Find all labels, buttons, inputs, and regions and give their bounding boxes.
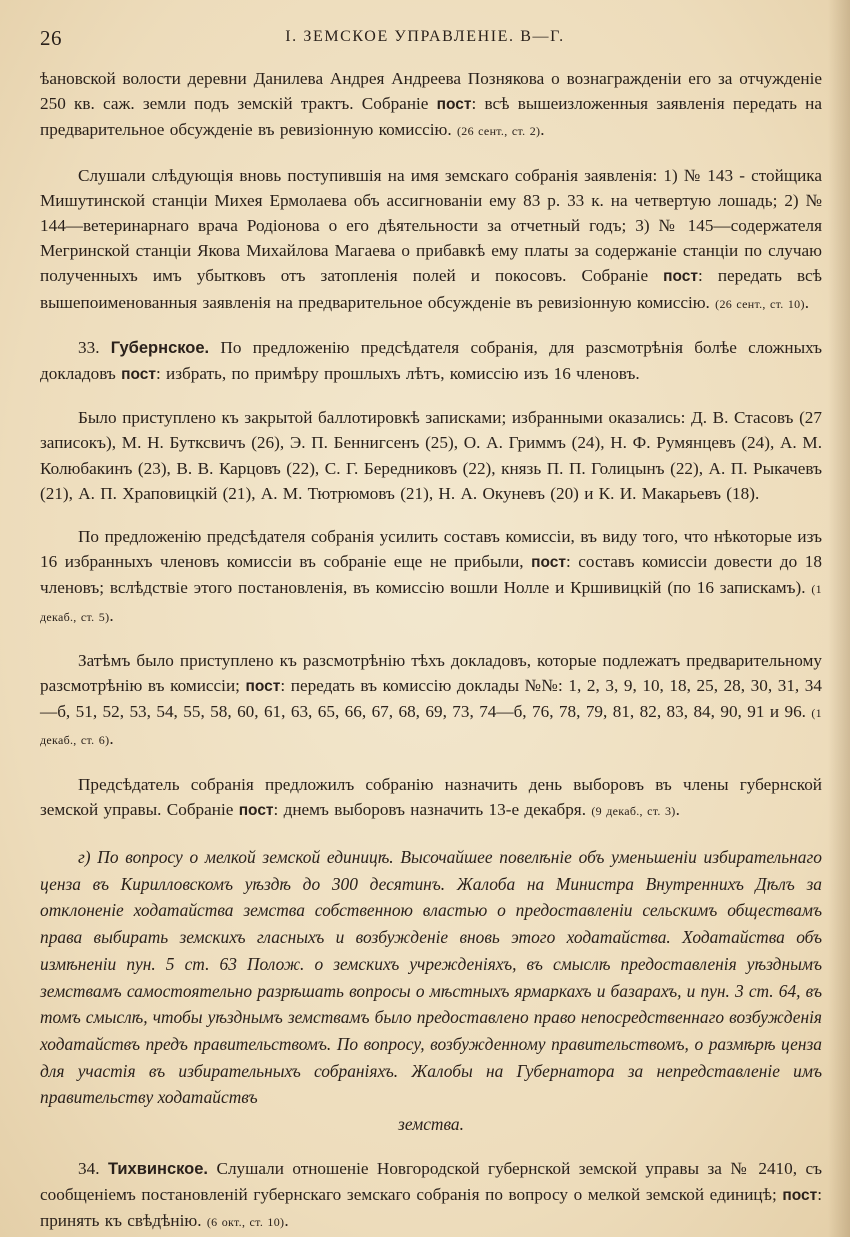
heading-tail: земства. <box>398 1114 464 1135</box>
session-reference: (26 сент., ст. 2) <box>456 124 541 139</box>
text: . <box>804 292 810 312</box>
section-name: Тихвинское. <box>107 1159 209 1178</box>
heading-text: г) По вопросу о мелкой земской единицѣ. Высочайшее повелѣніе объ уменьшеніи избирательнаго ценза въ Кирилловскомъ уѣздѣ до 300 десятинъ. Жалоба на Министра Внутреннихъ Дѣлъ за отклоненіе ходатайства земства собственною властью о предоставленіи сельскимъ обществамъ права выбирать земскихъ гласныхъ и возбужденіе вновь этого ходатайства. Ходатайства объ измѣненіи пун. 5 ст. 63 Полож. о земскихъ учрежденіяхъ, въ смыслѣ предоставленія уѣзднымъ земствамъ самостоятельно разрѣшать вопросы о мѣстныхъ ярмаркахъ и базарахъ, и пун. 3 ст. 64, въ томъ смыслѣ, чтобы уѣзднымъ земствамъ было предоставлено право непосредственнаго возбужденія ходатайствъ предъ правительствомъ. По вопросу, возбужденному правительствомъ, о размѣрѣ ценза для участія въ избирательныхъ собраніяхъ. Жалобы на Губернатора за непредставленіе имъ правительству ходатайствъ <box>40 847 822 1108</box>
text: : составъ комиссіи довести до 18 членовъ; вслѣдствіе этого постановленія, въ комиссію вошли Нолле и Кршивицкій (по 16 запискамъ). <box>40 552 822 598</box>
page-edge-shadow <box>828 0 850 1237</box>
resolution-keyword: пост <box>245 678 281 696</box>
running-head <box>40 26 810 52</box>
page-number: 26 <box>40 26 62 50</box>
session-reference: (26 сент., ст. 10) <box>715 296 805 311</box>
text: Затѣмъ было приступлено къ разсмотрѣнію тѣхъ докладовъ, которые подлежатъ предварительному разсмотрѣнію въ комиссіи; <box>40 650 822 696</box>
resolution-keyword: пост <box>238 801 274 819</box>
paragraph-ballot: Было приступлено къ закрытой баллотировкѣ записками; избранными оказались: Д. В. Стасовъ (27 записокъ), М. Н. Бутксвичъ (26), Э. П. Беннигсенъ (25), О. А. Гриммъ (24), Н. Ф. Румянцевъ (24), А. М. Колюбакинъ (23), В. В. Карцовъ (22), С. Г. Бередниковъ (22), князь П. П. Голицынъ (22), А. П. Рыкачевъ (21), А. П. Храповицкій (21), А. М. Тютрюмовъ (21), Н. А. Окуневъ (20) и К. И. Макарьевъ (18). <box>40 408 822 503</box>
page-body <box>40 66 822 1235</box>
text: : передать всѣ вышепоименованныя заявленія на предварительное обсужденіе въ ревизіонную комиссію. <box>40 266 822 312</box>
text: По предложенію предсѣдателя собранія, для разсмотрѣнія болѣе сложныхъ докладовъ <box>40 337 823 384</box>
paragraph-applications <box>40 163 822 317</box>
paragraph-commission-expansion <box>40 524 822 630</box>
text: : принять къ свѣдѣнію. <box>40 1185 822 1231</box>
text: . <box>675 799 680 819</box>
paragraph-reports <box>40 648 822 754</box>
resolution-keyword: пост <box>663 268 699 286</box>
text: : всѣ вышеизложенныя заявленія передать на предварительное обсужденіе въ ревизіонную комиссію. <box>40 94 822 140</box>
session-reference: (1 декаб., ст. 6) <box>40 706 822 748</box>
session-reference: (1 декаб., ст. 5) <box>40 582 822 624</box>
text: : избрать, по примѣру прошлыхъ лѣтъ, комиссію изъ 16 членовъ. <box>155 364 640 384</box>
resolution-keyword: пост <box>436 96 472 114</box>
running-title: I. ЗЕМСКОЕ УПРАВЛЕНІЕ. В—Г. <box>285 28 565 45</box>
session-reference: (9 декаб., ст. 3) <box>591 803 676 818</box>
text: Предсѣдатель собранія предложилъ собранію назначить день выборовъ въ члены губернской земской управы. Собраніе <box>40 774 822 819</box>
text: . <box>284 1211 289 1231</box>
text: . <box>109 605 114 625</box>
paragraph-elections <box>40 772 822 824</box>
section-34-tikhvinskoe <box>40 1156 822 1236</box>
text: : днемъ выборовъ назначить 13-е декабря. <box>273 799 592 819</box>
resolution-keyword: пост <box>121 366 156 384</box>
text: ѣановской волости деревни Данилева Андрея Андреева Познякова о вознагражденіи его за отчужденіе 250 кв. саж. земли подъ земскій трактъ. Собраніе <box>40 69 822 114</box>
paragraph-continuation <box>40 66 822 145</box>
text: Слушали слѣдующія вновь поступившія на имя земскаго собранія заявленія: 1) № 143 - стойщика Мишутинской станціи Михея Ермолаева объ ассигнованіи ему 83 р. 33 к. на четвертую лошадь; 2) № 144—ветеринарнаго врача Родіонова о его дѣятельности за отчетный годъ; 3) № 145—содержателя Мегринской станціи Якова Михайлова Магаева о прибавкѣ ему платы за содержаніе станціи по случаю полученныхъ имъ убытковъ отъ затопленія полей и покосовъ. Собраніе <box>40 165 822 286</box>
text: . <box>109 729 114 749</box>
section-33-gubernskoe <box>40 335 822 387</box>
section-number: 34. <box>78 1158 100 1178</box>
session-reference: (6 окт., ст. 10) <box>206 1215 285 1230</box>
section-number: 33. <box>78 337 100 357</box>
resolution-keyword: пост <box>531 554 566 572</box>
text: По предложенію предсѣдателя собранія усилить составъ комиссіи, въ виду того, что нѣкоторые изъ 16 избранныхъ членовъ комиссіи въ собраніе еще не прибыли, <box>40 527 822 572</box>
text: : передать въ комиссію доклады №№: 1, 2, 3, 9, 10, 18, 25, 28, 30, 31, 34—б, 51, 52, 53, 54, 55, 58, 60, 61, 63, 65, 66, 67, 68, 69, 73, 74—б, 76, 78, 79, 81, 82, 83, 84, 90, 91 и 96. <box>40 676 822 722</box>
section-name: Губернское. <box>110 338 210 357</box>
text: . <box>540 120 545 140</box>
resolution-keyword: пост <box>782 1187 818 1205</box>
text: Слушали отношеніе Новгородской губернской земской управы за № 2410, съ сообщеніемъ постановленій губернскаго земскаго собранія по вопросу о мелкой земской единицѣ; <box>40 1158 823 1205</box>
italic-section-heading <box>40 844 822 1138</box>
